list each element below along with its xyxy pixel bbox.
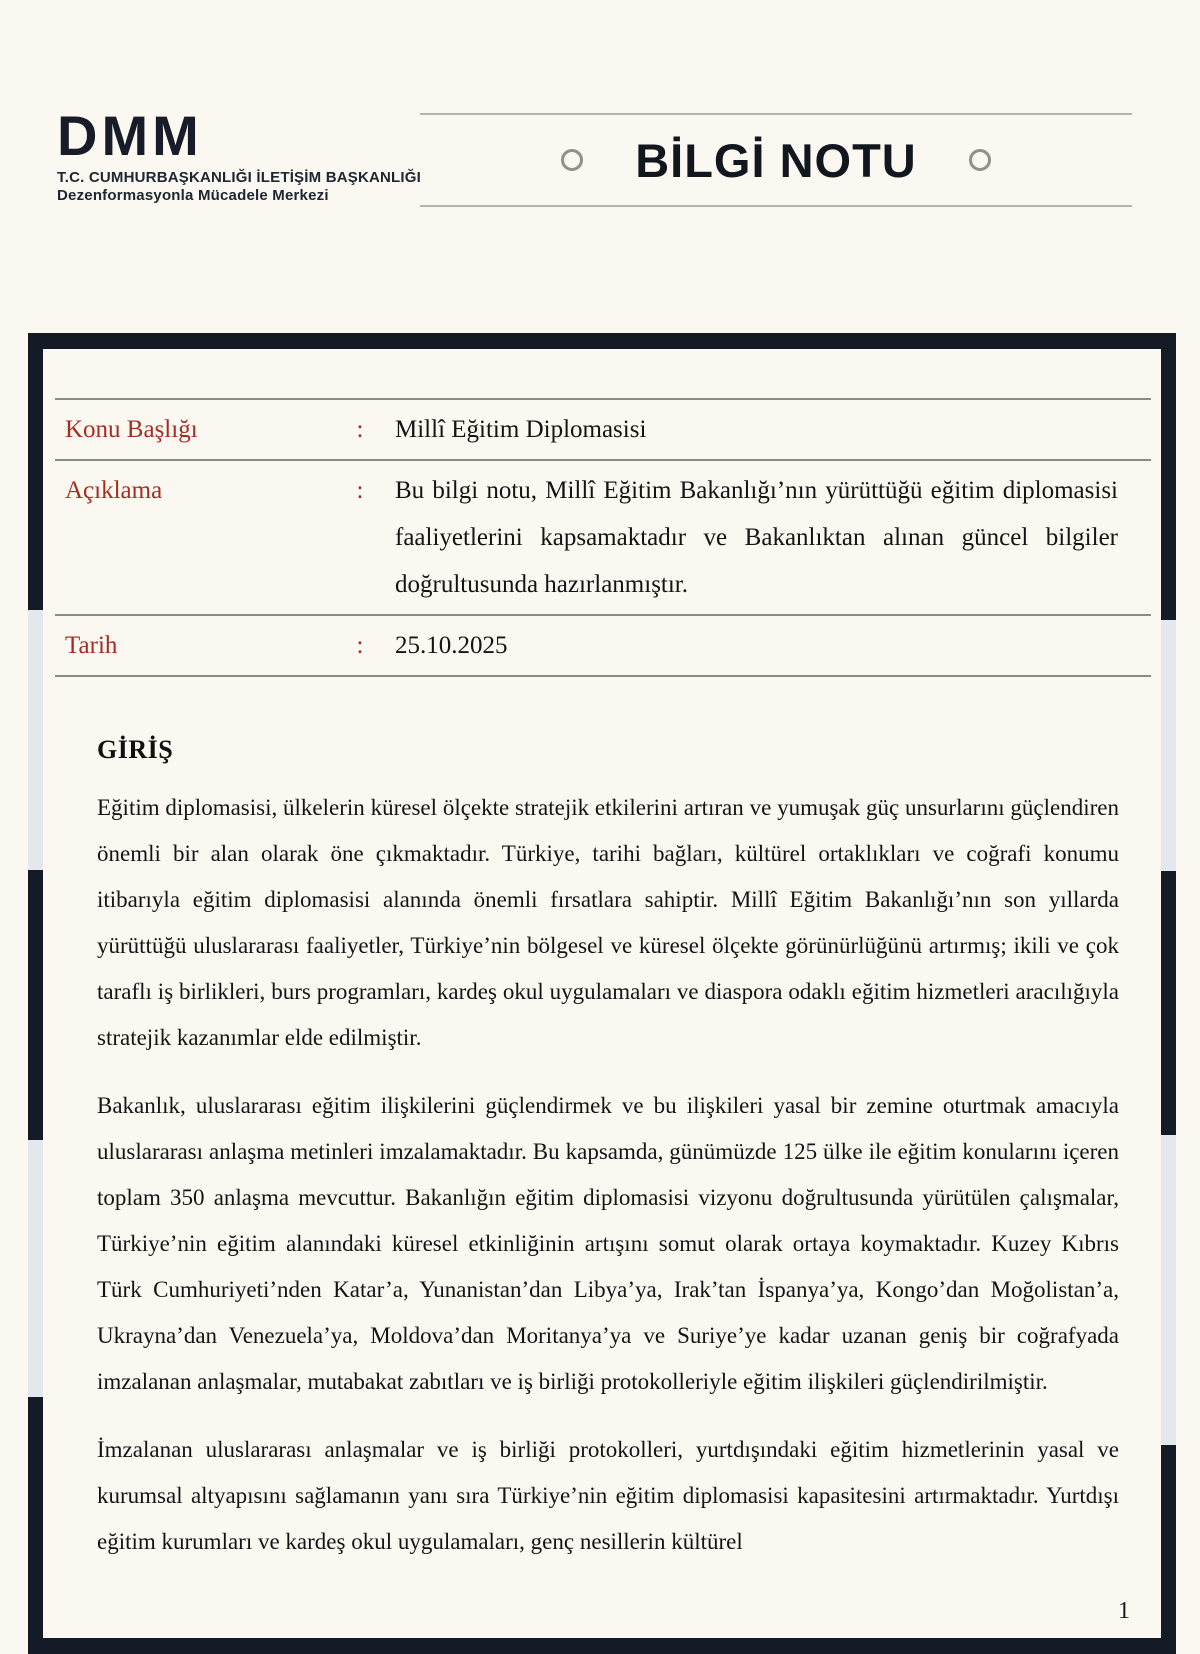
circle-icon-left: [561, 149, 583, 171]
page-frame-top: [28, 333, 1176, 349]
row-value: Millî Eğitim Diplomasisi: [395, 416, 647, 443]
row-colon: :: [356, 477, 364, 504]
row-value: 25.10.2025: [395, 632, 508, 659]
table-row-tarih: [55, 614, 1151, 677]
page-frame-left: [28, 333, 43, 1654]
row-label: Açıklama: [65, 477, 163, 504]
row-label: Konu Başlığı: [65, 416, 198, 443]
info-table: [55, 398, 1151, 677]
row-label: Tarih: [65, 632, 118, 659]
org-name-line1: T.C. CUMHURBAŞKANLIĞI İLETİŞİM BAŞKANLIĞI: [57, 169, 422, 186]
page-frame-right: [1161, 333, 1176, 1654]
note-title-banner: [420, 113, 1132, 207]
page-frame-bottom: [28, 1638, 1176, 1654]
row-value: Bu bilgi notu, Millî Eğitim Bakanlığı’nın yürüttüğü eğitim diplomasisi faaliyetlerini kapsamaktadır ve Bakanlıktan alınan güncel bilgiler doğrultusunda hazırlanmıştır.: [395, 477, 1118, 598]
org-name-line2: Dezenformasyonla Mücadele Merkezi: [57, 187, 329, 204]
body-paragraph: Bakanlık, uluslararası eğitim ilişkilerini güçlendirmek ve bu ilişkileri yasal bir zemine oturtmak amacıyla uluslararası anlaşma metinleri imzalamaktadır. Bu kapsamda, günümüzde 125 ülke ile eğitim konularını içeren toplam 350 anlaşma mevcuttur. Bakanlığın eğitim diplomasisi vizyonu doğrultusunda yürütülen çalışmalar, Türkiye’nin eğitim alanındaki küresel etkinliğinin artışını somut olarak ortaya koymaktadır. Kuzey Kıbrıs Türk Cumhuriyeti’nden Katar’a, Yunanistan’dan Libya’ya, Irak’tan İspanya’ya, Kongo’dan Moğolistan’a, Ukrayna’dan Venezuela’ya, Moldova’dan Moritanya’ya ve Suriye’ye kadar uzanan geniş bir coğrafyada imzalanan anlaşmalar, mutabakat zabıtları ve iş birliği protokolleriyle eğitim ilişkileri güçlendirilmiştir.: [97, 1093, 1119, 1394]
page-number: 1: [1118, 1598, 1130, 1624]
section-heading: GİRİŞ: [97, 735, 174, 764]
circle-icon-right: [969, 149, 991, 171]
row-colon: :: [356, 416, 364, 443]
body-paragraph: İmzalanan uluslararası anlaşmalar ve iş birliği protokolleri, yurtdışındaki eğitim hizmetlerinin yasal ve kurumsal altyapısını sağlamanın yanı sıra Türkiye’nin eğitim diplomasisi kapasitesini artırmaktadır. Yurtdışı eğitim kurumları ve kardeş okul uygulamaları, genç nesillerin kültürel: [97, 1437, 1119, 1554]
dmm-logo-wordmark: DMM: [57, 104, 203, 167]
dmm-logo: [57, 104, 422, 205]
note-title: BİLGİ NOTU: [635, 133, 917, 187]
table-row-aciklama: [55, 459, 1151, 614]
body-paragraph: Eğitim diplomasisi, ülkelerin küresel ölçekte stratejik etkilerini artıran ve yumuşak güç unsurlarını güçlendiren önemli bir alan olarak öne çıkmaktadır. Türkiye, tarihi bağları, kültürel ortaklıkları ve coğrafi konumu itibarıyla eğitim diplomasisi alanında önemli fırsatlara sahiptir. Millî Eğitim Bakanlığı’nın son yıllarda yürüttüğü uluslararası faaliyetler, Türkiye’nin bölgesel ve küresel ölçekte görünürlüğünü artırmış; ikili ve çok taraflı iş birlikleri, burs programları, kardeş okul uygulamaları ve diaspora odaklı eğitim hizmetleri aracılığıyla stratejik kazanımlar elde edilmiştir.: [97, 795, 1119, 1050]
table-row-konu-basligi: [55, 398, 1151, 459]
body-content: [97, 735, 1119, 1587]
row-colon: :: [356, 632, 364, 659]
